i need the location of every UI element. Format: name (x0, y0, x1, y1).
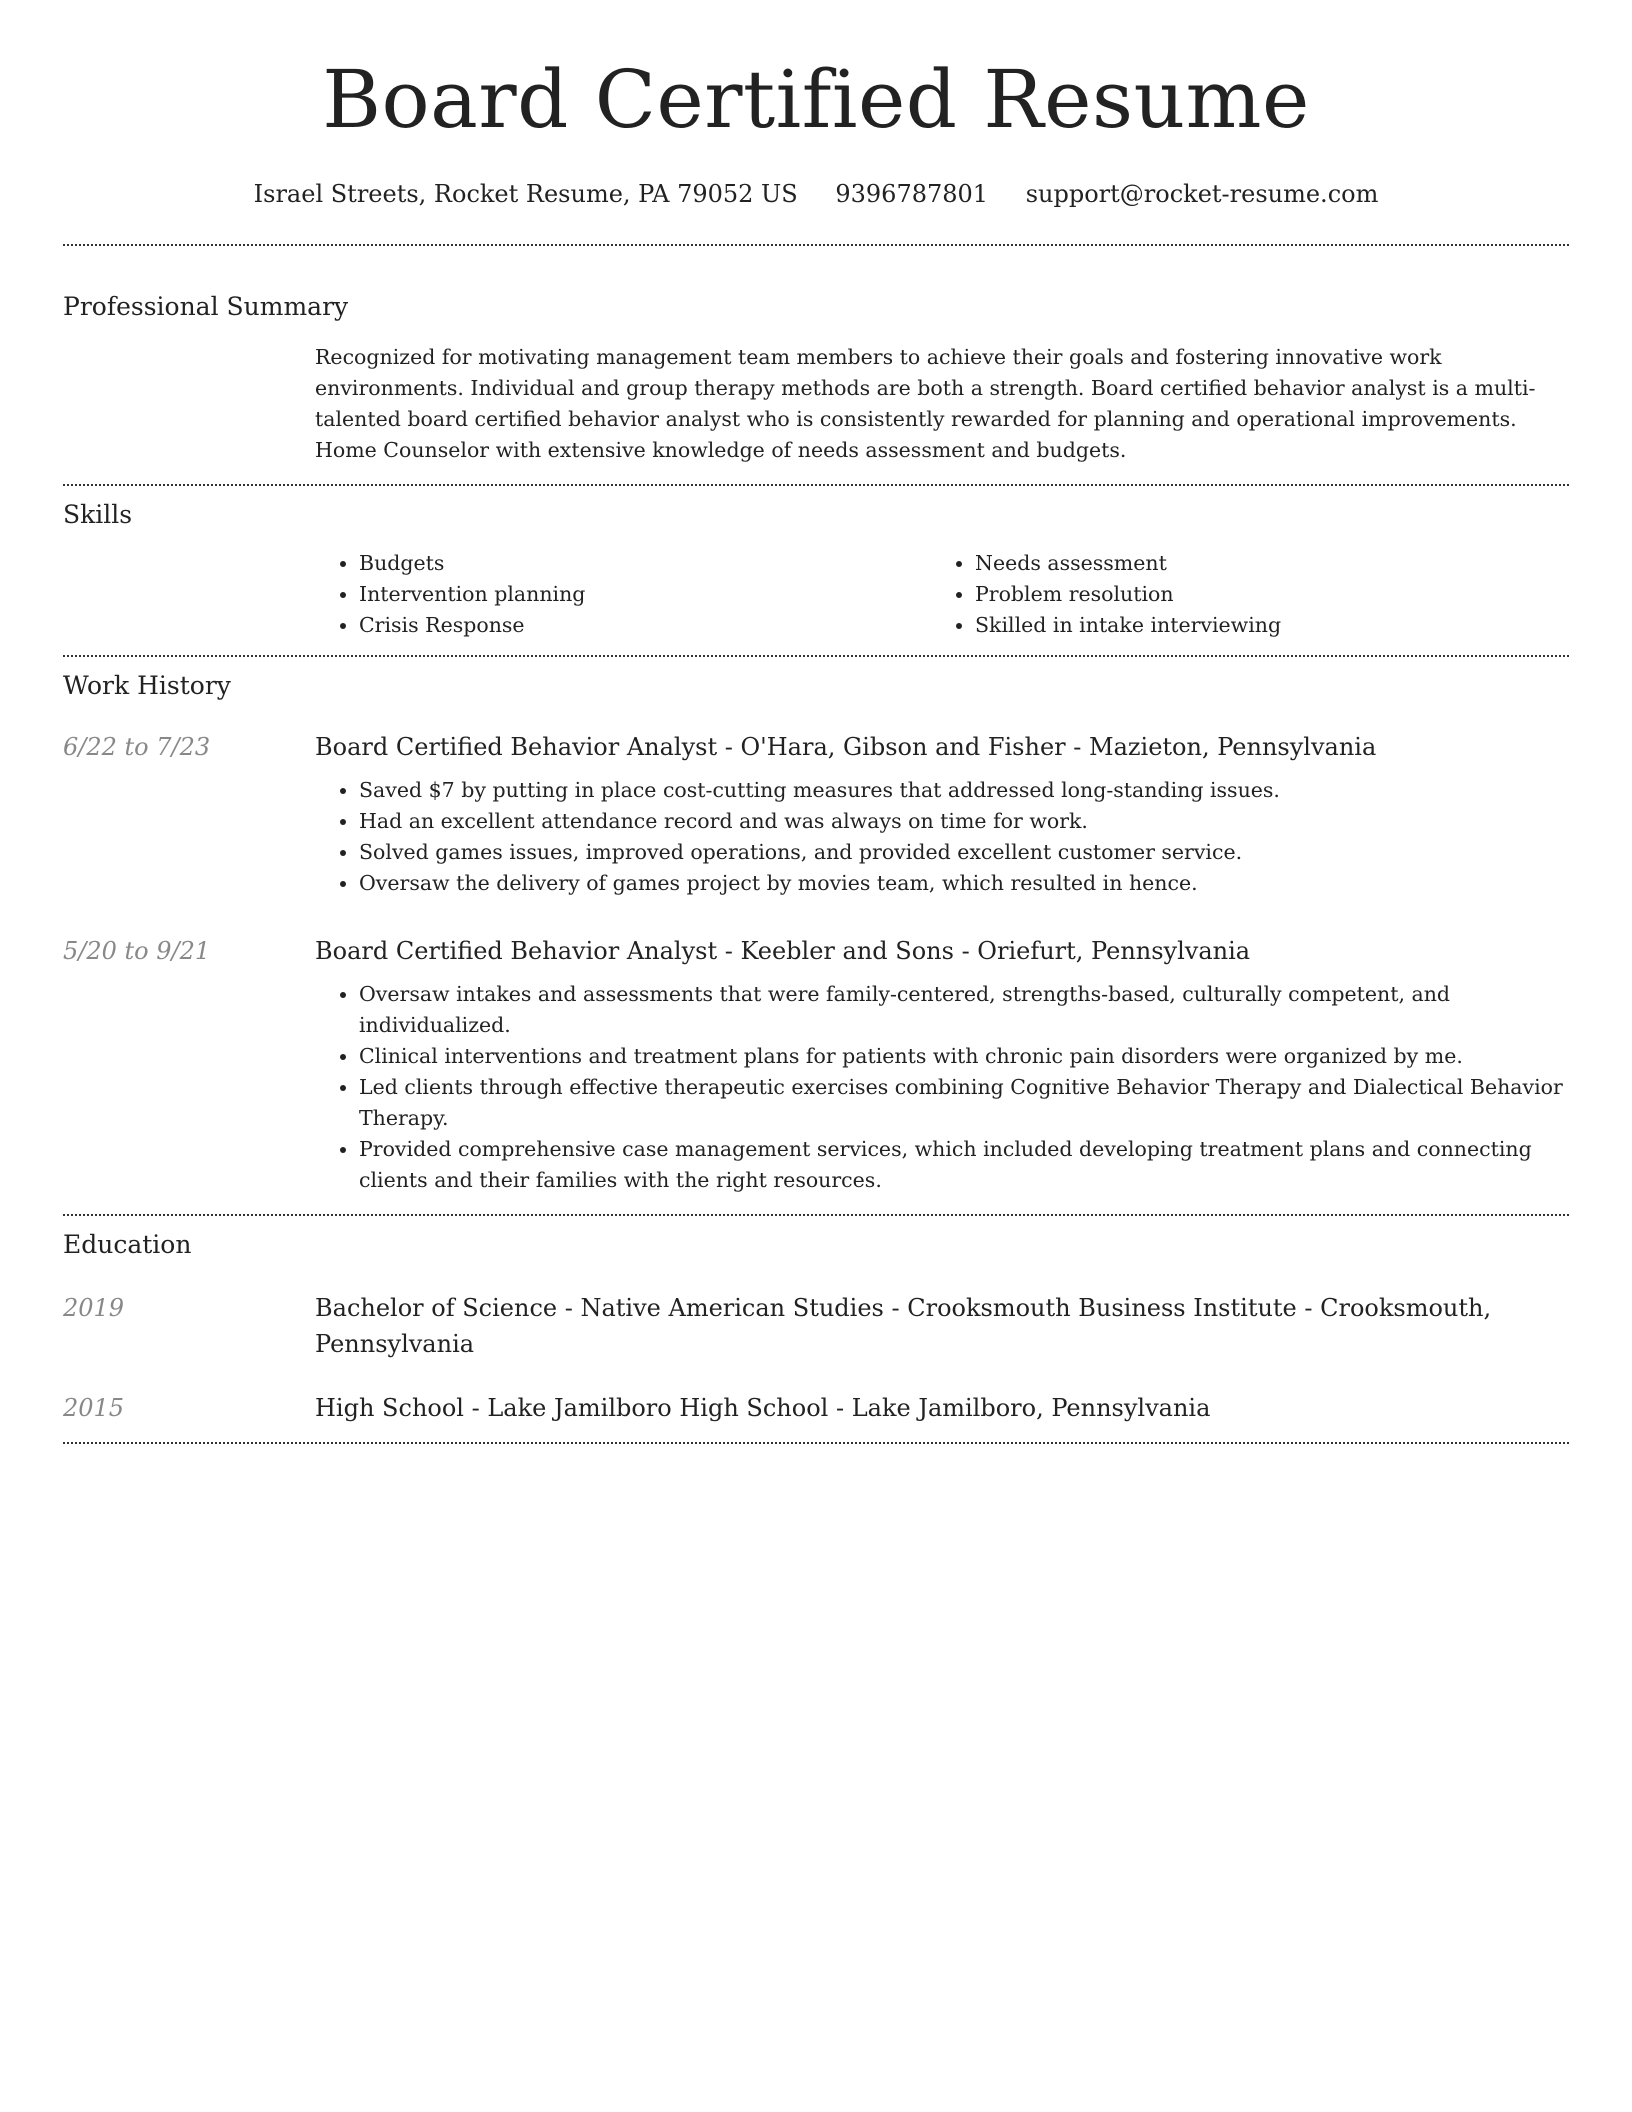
skill-item: • Needs assessment (975, 548, 1547, 579)
education-degree: Bachelor of Science - Native American Studies (315, 1294, 884, 1322)
job-dates: 6/22 to 7/23 (63, 733, 211, 761)
job-role: Board Certified Behavior Analyst (315, 733, 718, 761)
education-year: 2015 (63, 1394, 125, 1422)
section-divider (63, 1214, 1569, 1216)
job-bullet: • Led clients through effective therapeutic exercises combining Cognitive Behavior Therapy and Dialectical Behavior Therapy. (359, 1072, 1569, 1134)
summary-text: Recognized for motivating management team members to achieve their goals and fostering innovative work environments. Individual and group therapy methods are both a strength. Board certified behavior analyst is a multi-talented board certified behavior analyst who is consistently rewarded for planning and operational improvements. Home Counselor with extensive knowledge of needs assessment and budgets. (315, 345, 1536, 462)
contact-email[interactable]: support@rocket-resume.com (1025, 180, 1379, 208)
job-dates: 5/20 to 9/21 (63, 937, 211, 965)
education-section (63, 1228, 1569, 1426)
contact-line (63, 178, 1569, 210)
contact-address: Israel Streets, Rocket Resume, PA 79052 US (253, 180, 798, 208)
education-heading: Education (63, 1230, 192, 1259)
education-entry (63, 1290, 1569, 1362)
skill-item: • Crisis Response (359, 610, 931, 641)
work-section (63, 669, 1569, 1196)
job-bullet: • Saved $7 by putting in place cost-cutting measures that addressed long-standing issues. (359, 775, 1569, 806)
job-entry (63, 729, 1569, 765)
job-details: - Keebler and Sons - Oriefurt, Pennsylvania (717, 937, 1251, 965)
job-bullet: • Provided comprehensive case management services, which included developing treatment plans and connecting clients and their families with the right resources. (359, 1134, 1569, 1196)
job-details: - O'Hara, Gibson and Fisher - Mazieton, Pennsylvania (717, 733, 1377, 761)
education-details: - Lake Jamilboro High School - Lake Jamilboro, Pennsylvania (463, 1394, 1211, 1422)
job-heading (315, 933, 1569, 969)
job-bullet: • Solved games issues, improved operations, and provided excellent customer service. (359, 837, 1569, 868)
job-bullet: • Oversaw intakes and assessments that were family-centered, strengths-based, culturally competent, and individualized. (359, 979, 1569, 1041)
skill-item: • Skilled in intake interviewing (975, 610, 1547, 641)
job-role: Board Certified Behavior Analyst (315, 937, 718, 965)
education-entry (63, 1390, 1569, 1426)
job-entry (63, 933, 1569, 969)
education-heading-line (315, 1390, 1569, 1426)
job-heading (315, 729, 1569, 765)
education-heading-line (315, 1290, 1569, 1362)
section-divider (63, 244, 1569, 246)
skills-heading: Skills (63, 500, 133, 529)
skill-item: • Problem resolution (975, 579, 1547, 610)
resume-title: Board Certified Resume (322, 53, 1310, 146)
skills-column-right (931, 548, 1547, 641)
work-heading: Work History (63, 671, 231, 700)
job-bullet: • Had an excellent attendance record and was always on time for work. (359, 806, 1569, 837)
job-bullet: • Oversaw the delivery of games project by movies team, which resulted in hence. (359, 868, 1569, 899)
section-divider (63, 655, 1569, 657)
education-details: - Crooksmouth Business Institute - Crooksmouth, Pennsylvania (315, 1294, 1492, 1358)
skills-section (63, 498, 1569, 641)
education-year: 2019 (63, 1294, 125, 1322)
skill-item: • Budgets (359, 548, 931, 579)
skills-list (315, 548, 1569, 641)
summary-section (63, 290, 1569, 466)
summary-heading: Professional Summary (63, 292, 349, 321)
job-bullets (315, 979, 1569, 1196)
section-divider (63, 1442, 1569, 1444)
education-degree: High School (315, 1394, 464, 1422)
job-bullet: • Clinical interventions and treatment plans for patients with chronic pain disorders were organized by me. (359, 1041, 1569, 1072)
skill-item: • Intervention planning (359, 579, 931, 610)
contact-phone: 9396787801 (835, 180, 989, 208)
section-divider (63, 484, 1569, 486)
skills-column-left (315, 548, 931, 641)
job-bullets (315, 775, 1569, 899)
